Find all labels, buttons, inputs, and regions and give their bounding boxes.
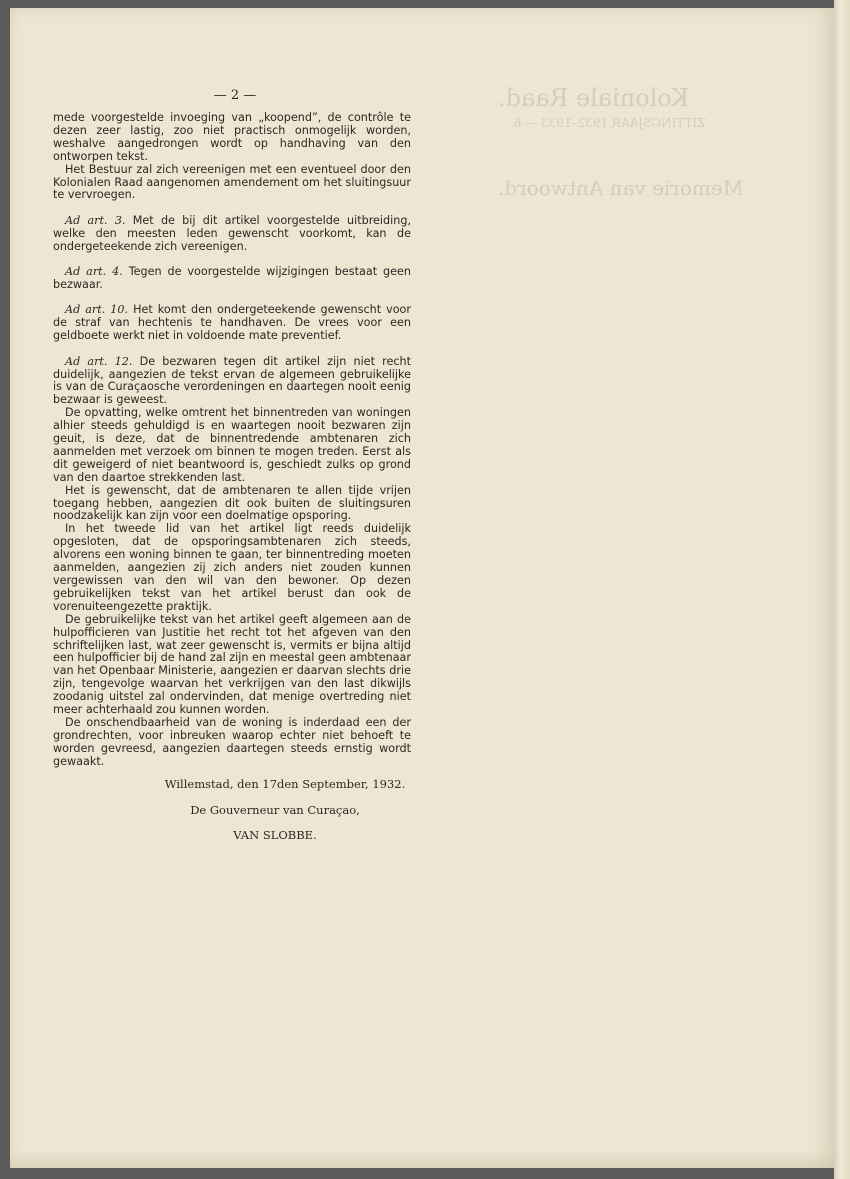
bleed-through-title: Memorie van Antwoord.: [498, 176, 744, 200]
article-paragraph: [53, 304, 411, 343]
paragraph: De onschendbaarheid van de woning is inderdaad een der grondrechten, voor inbreuken waarop echter niet behoeft te worden gevreesd, aangezien daartegen steeds ernstig wordt gewaakt.: [53, 715, 411, 768]
signature-name: VAN SLOBBE.: [233, 828, 317, 842]
paragraph: Het Bestuur zal zich vereenigen met een eventueel door den Kolonialen Raad aangenomen amendement om het sluitingsuur te vervroegen.: [53, 162, 411, 202]
article-paragraph: [53, 266, 411, 292]
page-number: — 2 —: [213, 88, 257, 103]
bleed-through-heading: Koloniale Raad.: [498, 84, 690, 112]
page-edge: [834, 0, 850, 1179]
text-column: [53, 112, 411, 769]
paragraph-text: Met de bij dit artikel voorgestelde uitbreiding, welke den meesten leden gewenscht voorkomt, kan de ondergeteekende zich vereenigen.: [53, 213, 411, 253]
article-label: Ad art. 10.: [65, 303, 129, 317]
paragraph-text: Tegen de voorgestelde wijzigingen bestaat geen bezwaar.: [53, 265, 411, 291]
bleed-through-subheading: ZITTINGSJAAR 1932–1933 — 6.: [510, 116, 706, 130]
paragraph-text: De bezwaren tegen dit artikel zijn niet recht duidelijk, aangezien de tekst ervan de algemeen gebruikelijke is van de Curaçaosche verordeningen en daartegen nooit eenig bezwaar is geweest.: [53, 354, 411, 407]
paragraph: mede voorgestelde invoeging van „koopend”, de contrôle te dezen zeer lastig, zoo niet practisch onmogelijk worden, weshalve aangedrongen wordt op handhaving van den ontworpen tekst.: [53, 111, 411, 163]
signature-title: De Gouverneur van Curaçao,: [190, 803, 360, 817]
signature-place-date: Willemstad, den 17den September, 1932.: [164, 777, 406, 791]
paragraph: Het is gewenscht, dat de ambtenaren te allen tijde vrijen toegang hebben, aangezien dit ook buiten de sluitingsuren noodzakelijk kan zijn voor een doelmatige opsporing.: [53, 483, 411, 523]
article-paragraph: [53, 215, 411, 254]
article-label: Ad art. 4.: [65, 265, 123, 279]
paragraph: De gebruikelijke tekst van het artikel geeft algemeen aan de hulpofficieren van Justitie het recht tot het afgeven van den schriftelijken last, wat zeer gewenscht is, vermits er bijna altijd een hulpofficier bij de hand zal zijn en meestal geen ambtenaar van het Openbaar Ministerie, aangezien er daarvan slechts drie zijn, tengevolge waarvan het verkrijgen van den last dikwijls zoodanig uitstel zal ondervinden, dat menige overtreding niet meer achterhaald zou kunnen worden.: [53, 612, 411, 717]
paragraph-text: Het komt den ondergeteekende gewenscht voor de straf van hechtenis te handhaven. De vrees voor een geldboete werkt niet in voldoende mate preventief.: [53, 303, 411, 343]
article-label: Ad art. 3.: [65, 213, 126, 227]
article-paragraph: [53, 356, 411, 408]
paragraph: De opvatting, welke omtrent het binnentreden van woningen alhier steeds gehuldigd is en waartegen nooit bezwaren zijn geuit, is deze, dat de binnentredende ambtenaren zich aanmelden met verzoek om binnen te mogen treden. Eerst als dit geweigerd of niet beantwoord is, geschiedt zulks op grond van den daartoe strekkenden last.: [53, 406, 411, 484]
article-label: Ad art. 12.: [65, 354, 133, 368]
paragraph: In het tweede lid van het artikel ligt reeds duidelijk opgesloten, dat de opsporingsambtenaren zich steeds, alvorens een woning binnen te gaan, ter binnentreding moeten aanmelden, aangezien zij zich anders niet zouden kunnen vergewissen van den wil van den bewoner. Op dezen gebruikelijken tekst van het artikel berust dan ook de vorenuiteengezette praktijk.: [53, 522, 411, 613]
